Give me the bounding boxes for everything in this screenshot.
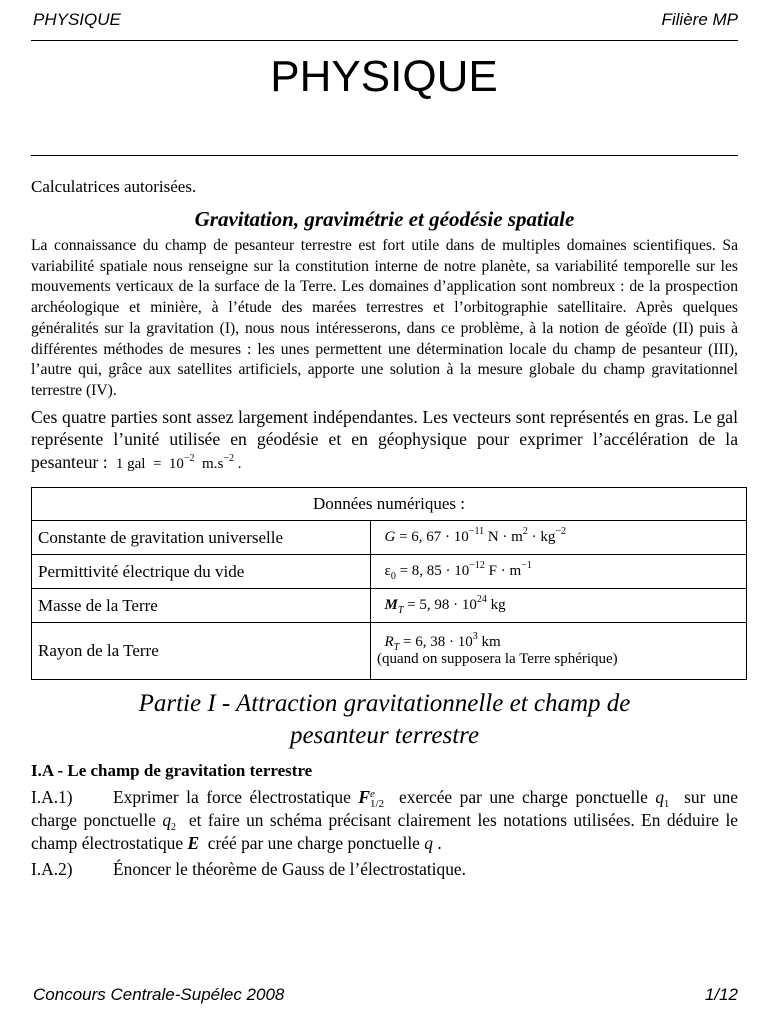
row-label: Rayon de la Terre (32, 623, 371, 680)
question-number: I.A.1) (31, 787, 73, 808)
table-row (32, 589, 747, 623)
page-title: PHYSIQUE (270, 52, 498, 101)
table-row (32, 623, 747, 680)
section-title: I.A - Le champ de gravitation terrestre (31, 761, 313, 781)
subject-title: Gravitation, gravimétrie et géodésie spatiale (194, 207, 575, 231)
title-rule (31, 155, 738, 156)
calculators-note: Calculatrices autorisées. (31, 177, 197, 196)
gal-formula: 1 gal = $10^{-2}$ $m.s^{-2}$ . (115, 452, 242, 472)
numerical-data-table (31, 487, 747, 680)
row-value: G = 6, $67 \cdot 10^{-11}$ $N \cdot m^2 \cdot kg^{-2}$ (371, 521, 747, 555)
question-IA1: I.A.1) Exprimer la force électrostatique Fe 1/2 exercée par une charge ponctuelle $q_1$ sur une charge ponctuelle $q_2$ et faire un schéma précisant clairement les notations utilisées. En déduire le champ électrostatique E créé par une charge ponctuelle q . (31, 787, 739, 853)
table-row (32, 555, 747, 589)
table-header: Données numériques : (32, 488, 747, 521)
header-subject: PHYSIQUE (33, 10, 121, 29)
row-value: $\varepsilon_0 = 8$, $85 \cdot 10^{-12}$ $F \cdot m^{-1}$ (371, 555, 747, 589)
header-rule (31, 40, 738, 41)
part-title: Partie I - Attraction gravitationnelle et champ de pesanteur terrestre (138, 690, 631, 750)
row-value: $M_T = 5$, $98 \cdot 10^{24}$ kg (371, 589, 747, 623)
footer-contest: Concours Centrale-Supélec 2008 (33, 985, 285, 1004)
second-paragraph-text: Ces quatre parties sont assez largement indépendantes. Les vecteurs sont représentés en gras. Le gal représente l’unité utilisée en géodésie et en géophysique pour exprimer l’accélération de la pesanteur : (31, 406, 738, 472)
header-track: Filière MP (661, 10, 738, 29)
row-note: (quand on supposera la Terre sphérique) (377, 651, 618, 668)
table-row (32, 521, 747, 555)
document-body (31, 176, 738, 881)
page-number: 1/12 (704, 985, 738, 1004)
question-number: I.A.2) (31, 859, 73, 880)
question-IA2: I.A.2) Énoncer le théorème de Gauss de l’électrostatique. (31, 859, 466, 880)
row-label: Constante de gravitation universelle (32, 521, 371, 555)
row-label: Masse de la Terre (32, 589, 371, 623)
second-paragraph (31, 406, 738, 476)
row-value: $R_T = 6$, $38 \cdot 10^3$ km (quand on supposera la Terre sphérique) (371, 623, 747, 680)
row-label: Permittivité électrique du vide (32, 555, 371, 589)
intro-paragraph: La connaissance du champ de pesanteur terrestre est fort utile dans de multiples domaines scientifiques. Sa variabilité spatiale nous renseigne sur la constitution interne de notre planète, sa variabilité temporelle sur les mouvements verticaux de la surface de la Terre. Les domaines d’application sont nombreux : de la prospection archéologique et minière, à l’étude des marées terrestres et l’orbitographie satellitaire. Après quelques généralités sur la gravitation (I), nous nous intéresserons, dans ce problème, à la notion de géoïde (II) puis à différentes méthodes de mesures : les unes permettent une détermination locale du champ de pesanteur (III), l’autre qui, grâce aux satellites artificiels, apporte une solution à la mesure globale du champ gravitationnel terrestre (IV). (31, 237, 738, 399)
